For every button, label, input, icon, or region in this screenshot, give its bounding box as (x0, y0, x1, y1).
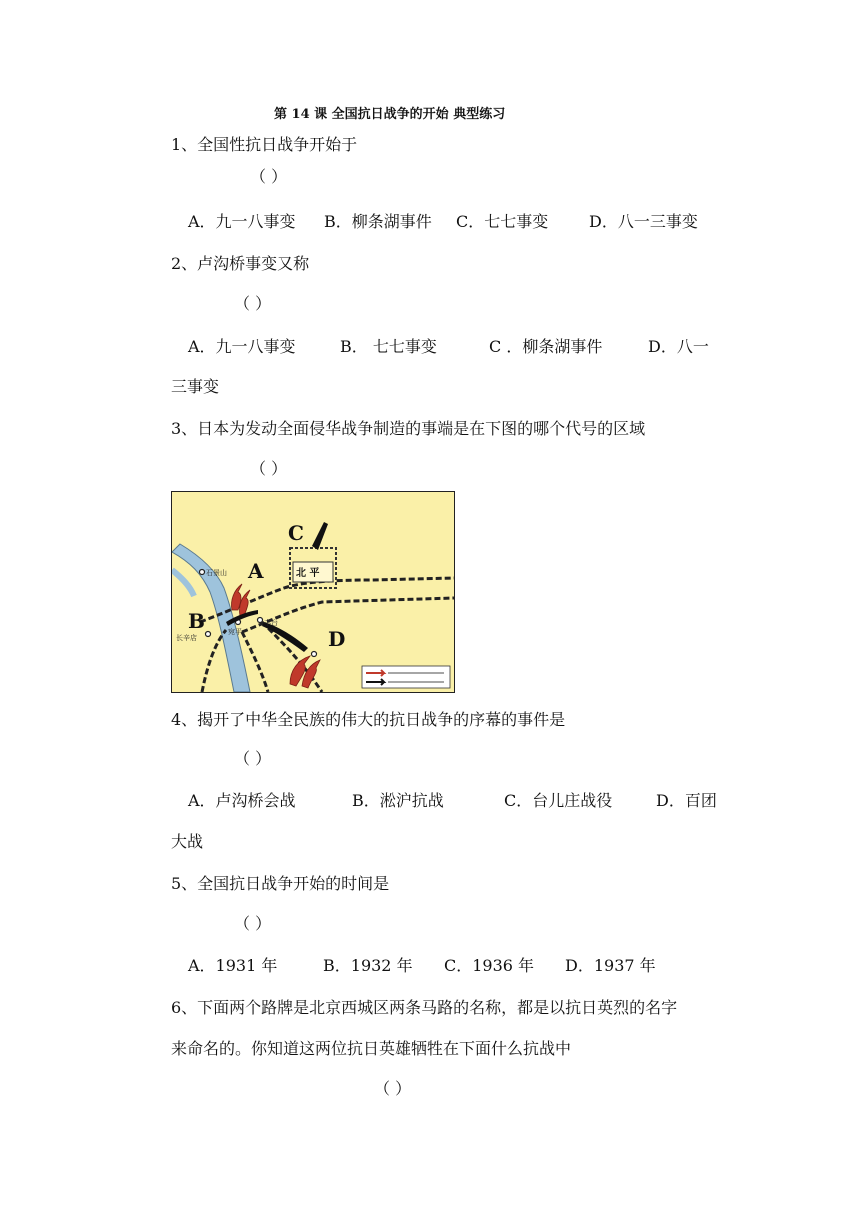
question-5-stem: 5、全国抗日战争开始的时间是 (171, 874, 390, 893)
map-place-wanping: 宛平 (228, 628, 242, 636)
question-6-stem-line-2: 来命名的。你知道这两位抗日英雄牺牲在下面什么抗战中 (171, 1039, 572, 1058)
question-2-blank: （ ） (234, 294, 272, 313)
question-5-blank: （ ） (234, 914, 272, 933)
question-2-option-b: B． 七七事变 (340, 337, 437, 356)
map-label-a: A (248, 559, 264, 583)
question-2-option-c: C ．柳条湖事件 (489, 337, 603, 356)
question-4-option-d: D．百团 (656, 791, 717, 810)
question-1-stem: 1、全国性抗日战争开始于 (171, 135, 358, 154)
question-1-blank: （ ） (250, 167, 288, 186)
lugouqiao-map (171, 491, 455, 693)
map-place-changxindian: 长辛店 (176, 634, 197, 642)
question-4-option-c: C．台儿庄战役 (504, 791, 613, 810)
question-5-option-c: C．1936 年 (444, 956, 535, 975)
question-2-option-a: A．九一八事变 (188, 337, 296, 356)
map-label-b: B (188, 609, 205, 633)
question-4-option-a: A．卢沟桥会战 (188, 791, 296, 810)
question-5-option-a: A．1931 年 (188, 956, 278, 975)
page-title: 第 14 课 全国抗日战争的开始 典型练习 (274, 107, 506, 122)
question-2-option-d-wrap: 三事变 (171, 377, 220, 396)
question-4-stem: 4、揭开了中华全民族的伟大的抗日战争的序幕的事件是 (171, 710, 566, 729)
question-5-option-b: B．1932 年 (323, 956, 413, 975)
question-1-option-c: C．七七事变 (456, 212, 549, 231)
map-legend (362, 666, 450, 688)
question-3-stem: 3、日本为发动全面侵华战争制造的事端是在下图的哪个代号的区域 (171, 419, 646, 438)
map-graphic (172, 492, 454, 692)
map-river-branch (172, 570, 194, 596)
question-3-blank: （ ） (250, 459, 288, 478)
question-6-stem-line-1: 6、下面两个路牌是北京西城区两条马路的名称，都是以抗日英烈的名字 (171, 998, 678, 1017)
question-1-option-b: B．柳条湖事件 (324, 212, 432, 231)
question-2-option-d: D．八一 (648, 337, 709, 356)
map-label-d: D (328, 627, 346, 651)
map-place-shijingshan: 石景山 (206, 569, 227, 577)
map-place-fengtai: 丰台 (264, 619, 278, 627)
map-city-label: 北 平 (296, 568, 320, 579)
question-1-option-a: A．九一八事变 (188, 212, 296, 231)
question-2-stem: 2、卢沟桥事变又称 (171, 254, 310, 273)
question-1-option-d: D．八一三事变 (589, 212, 698, 231)
question-4-option-b: B．淞沪抗战 (352, 791, 444, 810)
question-5-option-d: D．1937 年 (565, 956, 656, 975)
map-label-c: C (288, 521, 304, 545)
question-4-option-d-wrap: 大战 (171, 832, 204, 851)
question-6-blank: （ ） (374, 1079, 412, 1098)
question-4-blank: （ ） (234, 749, 272, 768)
